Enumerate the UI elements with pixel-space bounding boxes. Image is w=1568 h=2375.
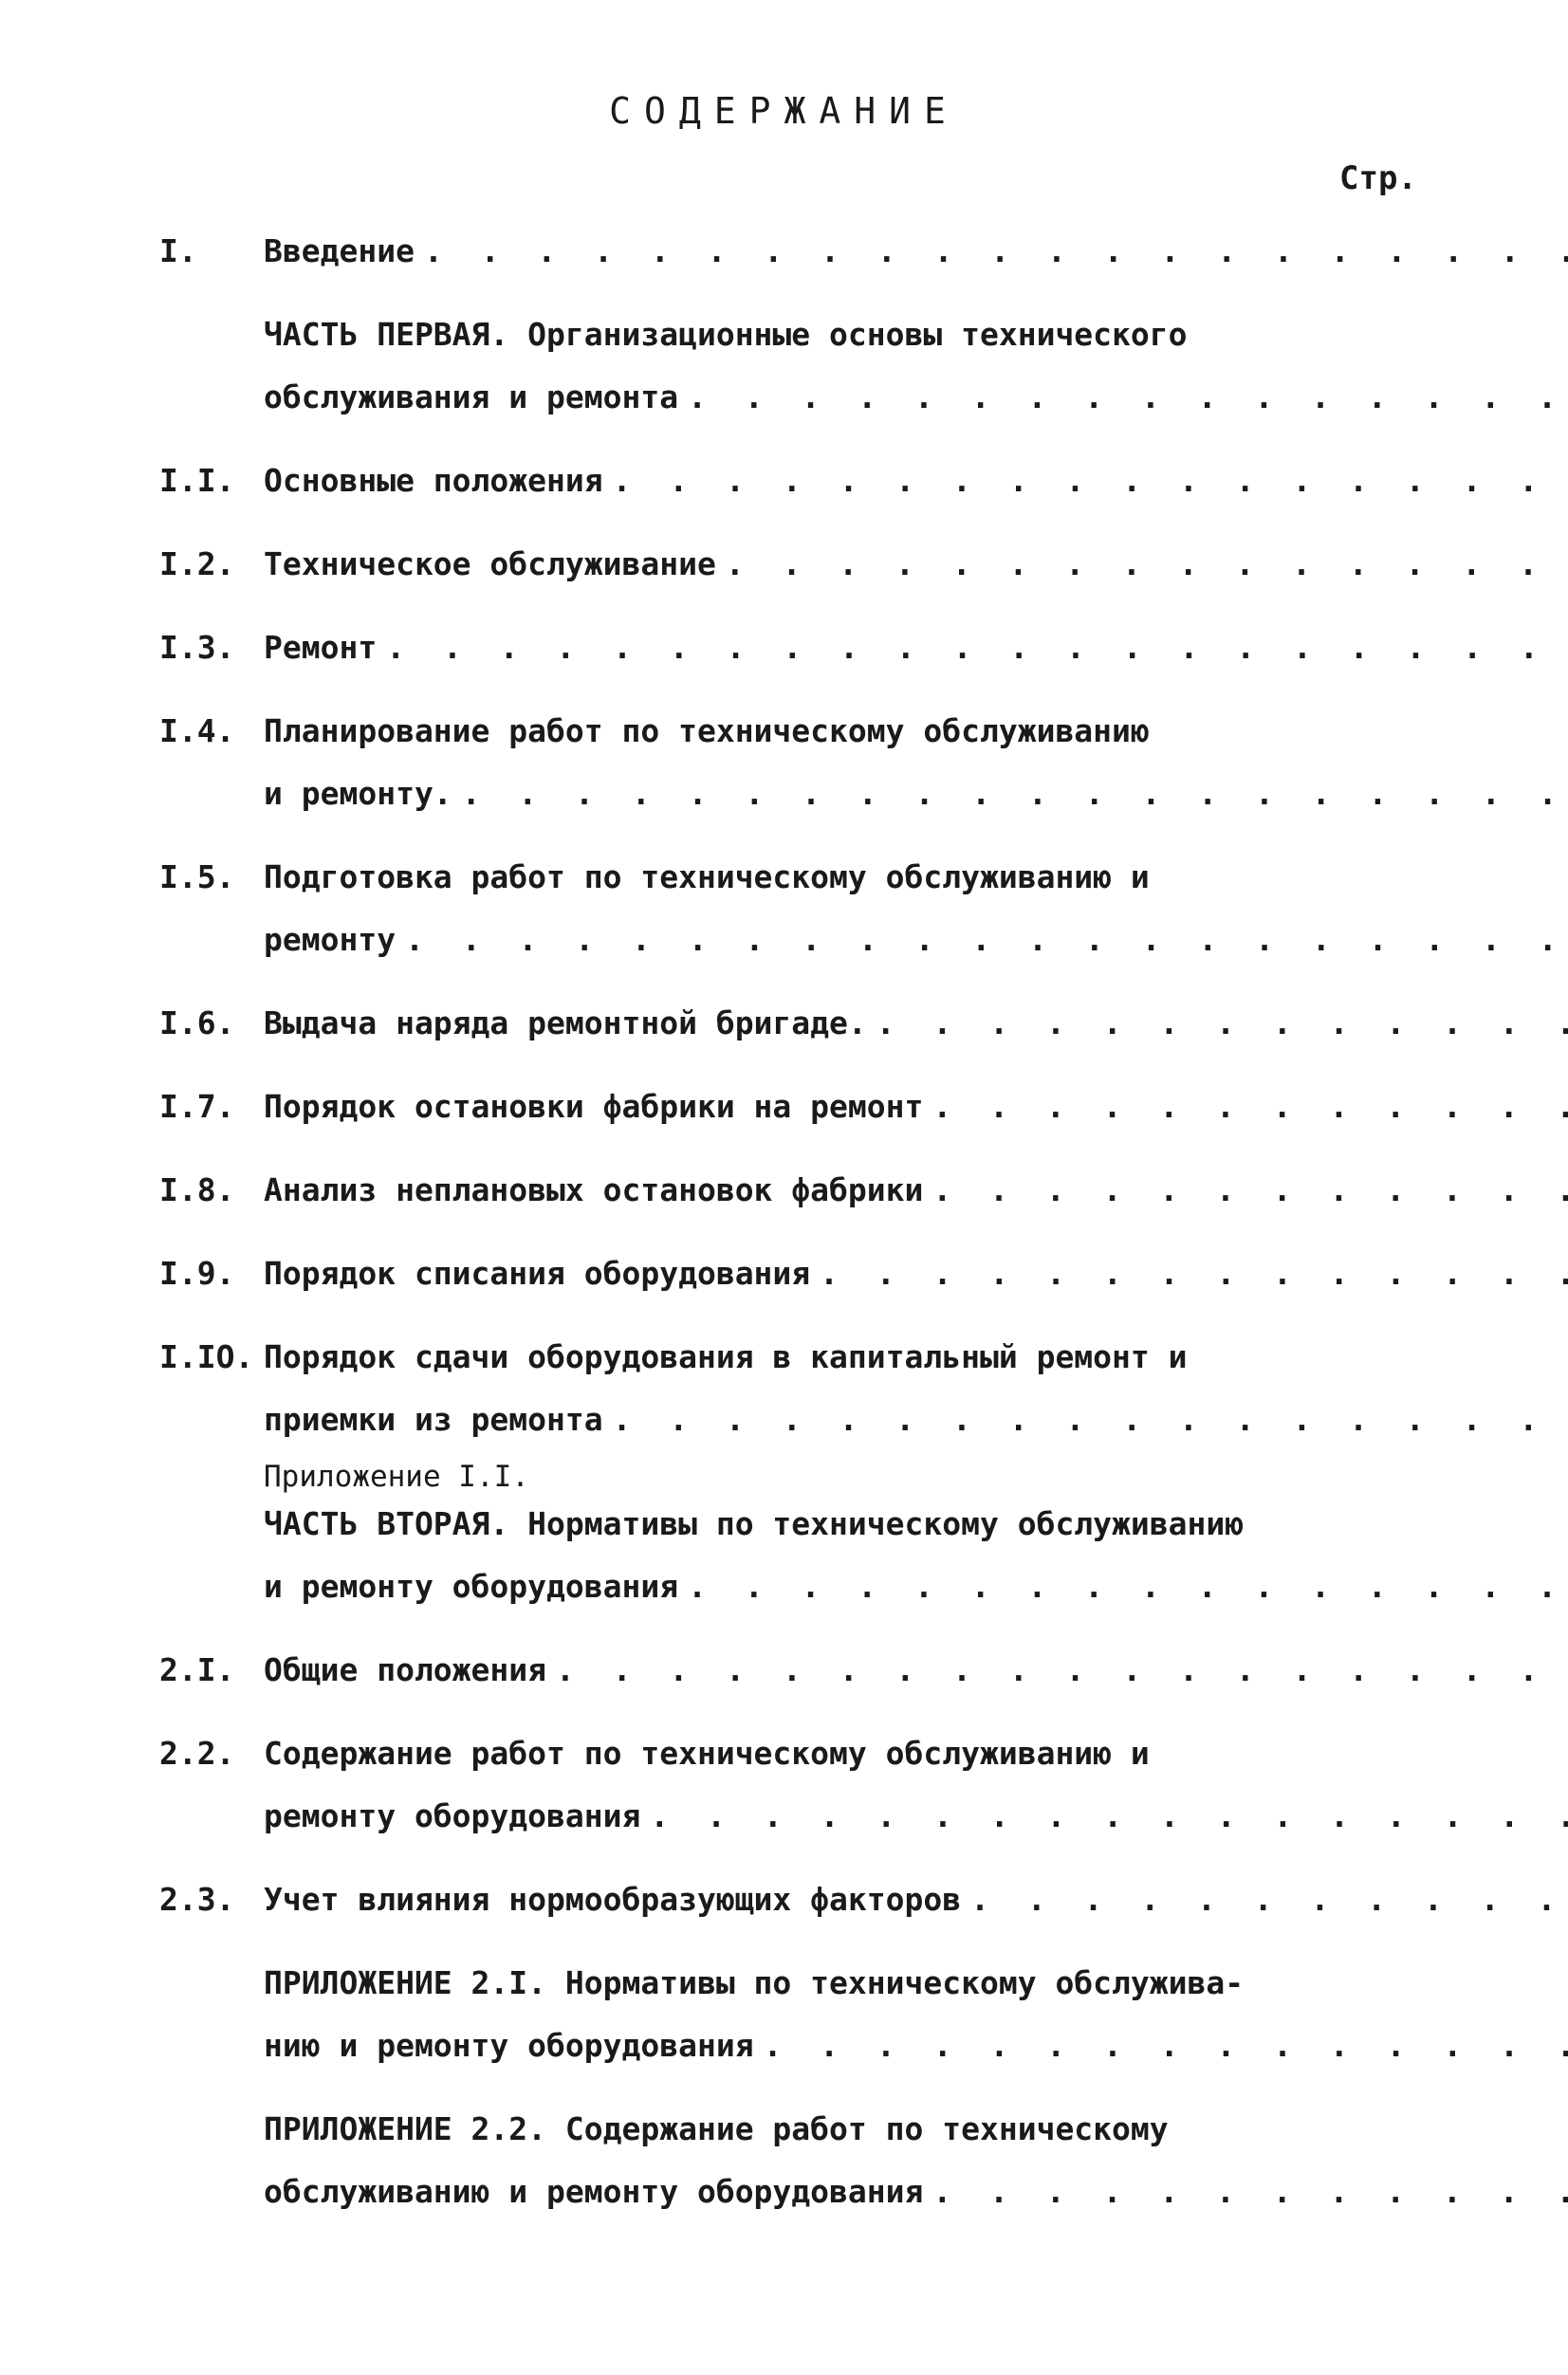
toc-dot-leader xyxy=(678,1556,1568,1618)
toc-entry-text: и ремонту оборудования xyxy=(264,1568,679,1605)
toc-entry-body xyxy=(264,1952,1568,2077)
toc-entry-text: Введение xyxy=(264,232,415,269)
toc-entry xyxy=(159,992,1336,1055)
toc-entry-text: обслуживанию и ремонту оборудования xyxy=(264,2173,924,2210)
toc-entry-line xyxy=(264,846,1568,909)
toc-entry-number: I.IO. xyxy=(159,1338,254,1375)
page-column-header: Стр. xyxy=(1339,159,1417,197)
toc-entry-line xyxy=(264,1785,1568,1848)
toc-entry-text: ПРИЛОЖЕНИЕ 2.I. Нормативы по техническому обслужива- xyxy=(264,1964,1245,2001)
toc-entry-number: I.4. xyxy=(159,712,235,749)
toc-entry-text: Анализ неплановых остановок фабрики xyxy=(264,1171,924,1208)
toc-entry-body xyxy=(264,1076,1568,1138)
toc-entry-body xyxy=(264,220,1568,283)
toc-dot-leader xyxy=(603,1389,1568,1451)
toc-entry-number: I.3. xyxy=(159,629,235,666)
toc-entry-text: приемки из ремонта xyxy=(264,1401,603,1438)
toc-entry-line xyxy=(264,617,1568,679)
toc-entry-line xyxy=(264,1952,1568,2015)
toc-entry-line xyxy=(264,909,1568,971)
toc-dot-leader xyxy=(640,1785,1568,1848)
toc-entry-line xyxy=(264,450,1568,512)
toc-entry-line xyxy=(264,1159,1568,1222)
toc-entry-number: 2.I. xyxy=(159,1651,235,1688)
toc-entry-line xyxy=(264,1639,1568,1702)
toc-entry-text: нию и ремонту оборудования xyxy=(264,2027,754,2064)
toc-entry xyxy=(159,1243,1336,1305)
toc-entry xyxy=(159,1460,1336,1618)
toc-entry-number: 2.2. xyxy=(159,1735,235,1772)
toc-entry-text: Порядок сдачи оборудования в капитальный ремонт и xyxy=(264,1338,1188,1375)
toc-dot-leader xyxy=(396,909,1568,971)
toc-entry-number: I.9. xyxy=(159,1255,235,1292)
toc-entry-line xyxy=(264,220,1568,283)
toc-entry-line xyxy=(264,1076,1568,1138)
toc-entry-number xyxy=(159,304,264,429)
toc-entry-line xyxy=(264,366,1568,429)
toc-entry-text: ремонту оборудования xyxy=(264,1797,641,1834)
toc-entry-number: I.2. xyxy=(159,545,235,582)
toc-entry-body xyxy=(264,304,1568,429)
toc-dot-leader xyxy=(923,1076,1568,1138)
toc-entry-number: I.8. xyxy=(159,1171,235,1208)
toc-entry-text: ЧАСТЬ ПЕРВАЯ. Организационные основы технического xyxy=(264,316,1188,353)
toc-entry-text: ремонту xyxy=(264,921,397,958)
toc-entry-number: I. xyxy=(159,232,197,269)
toc-entry-number xyxy=(159,1472,264,1618)
toc-entry-number: I.5. xyxy=(159,858,235,895)
toc-dot-leader xyxy=(923,2161,1568,2223)
toc-entry-body xyxy=(264,1326,1568,1451)
toc-entry-body xyxy=(264,533,1568,596)
toc-entry-line xyxy=(264,1556,1568,1618)
toc-entry-line xyxy=(264,2098,1568,2161)
toc-entry-number: 2.3. xyxy=(159,1881,235,1918)
toc-entry-text: Выдача наряда ремонтной бригаде. xyxy=(264,1004,867,1041)
toc-dot-leader xyxy=(415,220,1568,283)
toc-entry xyxy=(159,1722,1336,1848)
toc-dot-leader xyxy=(377,617,1568,679)
toc-entry-text: Техническое обслуживание xyxy=(264,545,716,582)
toc-entry xyxy=(159,304,1336,429)
toc-entry-body xyxy=(264,1722,1568,1848)
toc-dot-leader xyxy=(754,2015,1568,2077)
toc-entry-text: ЧАСТЬ ВТОРАЯ. Нормативы по техническому обслуживанию xyxy=(264,1505,1245,1542)
toc-entry-line xyxy=(264,992,1568,1055)
toc-entry-line xyxy=(264,1389,1568,1451)
toc-entry-text: Планирование работ по техническому обслуживанию xyxy=(264,712,1150,749)
toc-entry xyxy=(159,1952,1336,2077)
toc-entry-body xyxy=(264,2098,1568,2223)
toc-entry-line xyxy=(264,1722,1568,1785)
toc-dot-leader xyxy=(810,1243,1568,1305)
toc-entry-line xyxy=(264,1326,1568,1389)
toc-entry-number: I.I. xyxy=(159,462,235,499)
toc-dot-leader xyxy=(452,763,1568,825)
toc-entry-note: Приложение I.I. xyxy=(264,1460,529,1494)
toc-entry-text: Порядок остановки фабрики на ремонт xyxy=(264,1088,924,1125)
toc-entry-text: Основные положения xyxy=(264,462,603,499)
toc-entry-number xyxy=(159,1952,264,2077)
toc-dot-leader xyxy=(678,366,1568,429)
page-title: СОДЕРЖАНИЕ xyxy=(609,90,959,132)
toc-dot-leader xyxy=(603,450,1568,512)
toc-entry-body xyxy=(264,617,1568,679)
toc-entry xyxy=(159,2098,1336,2223)
toc-entry-body xyxy=(264,700,1568,825)
toc-entry-number xyxy=(159,2098,264,2223)
toc-entry-line xyxy=(264,1493,1568,1556)
toc-entry-number: I.6. xyxy=(159,1004,235,1041)
toc-entry xyxy=(159,220,1336,283)
table-of-contents xyxy=(159,220,1336,2233)
toc-entry-text: Содержание работ по техническому обслуживанию и xyxy=(264,1735,1150,1772)
toc-entry-line xyxy=(264,700,1568,763)
toc-dot-leader xyxy=(716,533,1568,596)
toc-entry-text: Учет влияния нормообразующих факторов xyxy=(264,1881,962,1918)
toc-entry-line xyxy=(264,763,1568,825)
toc-entry xyxy=(159,533,1336,596)
toc-entry-body xyxy=(264,1243,1568,1305)
toc-dot-leader xyxy=(546,1639,1568,1702)
toc-entry-text: Порядок списания оборудования xyxy=(264,1255,811,1292)
toc-dot-leader xyxy=(867,992,1568,1055)
toc-entry-body xyxy=(264,1639,1568,1702)
toc-entry xyxy=(159,1159,1336,1222)
toc-entry-body xyxy=(264,1460,1568,1618)
toc-entry xyxy=(159,1076,1336,1138)
toc-entry-line xyxy=(264,2161,1568,2223)
toc-entry xyxy=(159,1869,1336,1931)
toc-entry xyxy=(159,450,1336,512)
toc-entry-body xyxy=(264,1869,1568,1931)
toc-entry-line xyxy=(264,2015,1568,2077)
toc-entry xyxy=(159,700,1336,825)
toc-dot-leader xyxy=(961,1869,1568,1931)
toc-entry-text: Ремонт xyxy=(264,629,378,666)
toc-entry-text: Подготовка работ по техническому обслуживанию и xyxy=(264,858,1150,895)
toc-entry-number: I.7. xyxy=(159,1088,235,1125)
toc-entry xyxy=(159,617,1336,679)
toc-dot-leader xyxy=(923,1159,1568,1222)
toc-entry-body xyxy=(264,450,1568,512)
toc-entry-body xyxy=(264,1159,1568,1222)
toc-entry-text: обслуживания и ремонта xyxy=(264,378,679,415)
toc-entry-body xyxy=(264,992,1568,1055)
toc-entry-text: ПРИЛОЖЕНИЕ 2.2. Содержание работ по техническому xyxy=(264,2110,1169,2147)
toc-entry xyxy=(159,1326,1336,1451)
toc-entry-line xyxy=(264,533,1568,596)
toc-entry-line xyxy=(264,1243,1568,1305)
toc-entry xyxy=(159,846,1336,971)
toc-entry-line xyxy=(264,1869,1568,1931)
toc-entry-text: Общие положения xyxy=(264,1651,547,1688)
toc-entry xyxy=(159,1639,1336,1702)
toc-entry-body xyxy=(264,846,1568,971)
toc-entry-text: и ремонту. xyxy=(264,775,452,812)
toc-entry-line xyxy=(264,304,1568,366)
